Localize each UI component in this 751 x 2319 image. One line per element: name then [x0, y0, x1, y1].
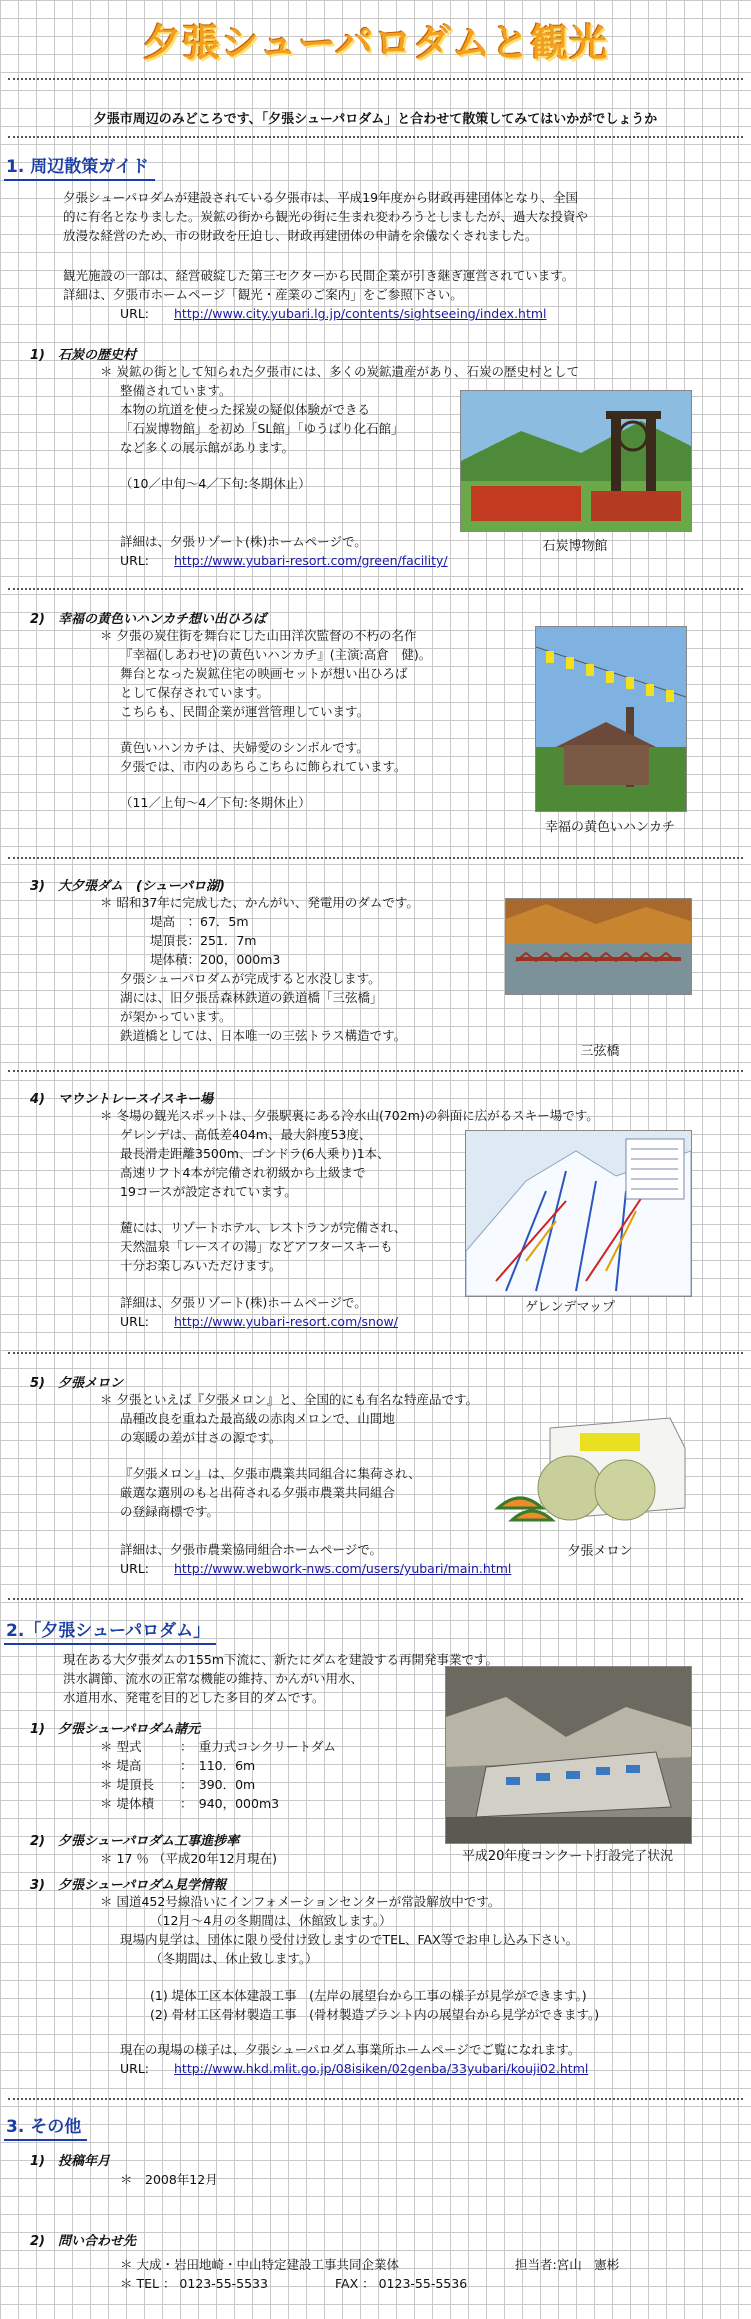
- dam-text: ＊ 昭和37年に完成した、かんがい、発電用のダムです。: [100, 895, 419, 910]
- dam-text: 湖には、旧夕張岳森林鉄道の鉄道橋「三弦橋」: [120, 990, 383, 1005]
- spec-title: 1) 夕張シューパロダム諸元: [30, 1722, 201, 1737]
- coal-text: 「石炭博物館」を初め「SL館」「ゆうばり化石館」: [120, 421, 404, 436]
- melon-url-row: URL: http://www.webwork-nws.com/users/yubari/main.html: [120, 1561, 512, 1576]
- divider: [8, 1070, 743, 1072]
- ski-text: 19コースが設定されています。: [120, 1184, 297, 1199]
- ski-map-caption: ゲレンデマップ: [525, 1300, 615, 1315]
- handkerchief-photo: [535, 626, 687, 812]
- dam-construction-photo: [445, 1666, 692, 1844]
- contact-person: 担当者:宮山 憲彬: [515, 2257, 620, 2272]
- item-title-coal-village: 1) 石炭の歴史村: [30, 348, 136, 363]
- coal-text: （10／中旬～4／下旬:冬期休止）: [120, 476, 311, 491]
- handkerchief-text: 『幸福(しあわせ)の黄色いハンカチ』(主演:高倉 健)。: [120, 647, 432, 662]
- progress-title: 2) 夕張シューパロダム工事進捗率: [30, 1834, 240, 1849]
- melon-text: の登録商標です。: [120, 1504, 220, 1519]
- coal-text: 詳細は、夕張リゾート(株)ホームページで。: [120, 534, 367, 549]
- divider: [8, 2098, 743, 2100]
- dam-spec: 堤高 ：67．5m: [150, 914, 249, 929]
- resort-snow-link[interactable]: http://www.yubari-resort.com/snow/: [174, 1314, 398, 1329]
- page-title: 夕張シューパロダムと観光: [142, 21, 609, 65]
- ski-text: 詳細は、夕張リゾート(株)ホームページで。: [120, 1295, 367, 1310]
- melon-text: 詳細は、夕張市農業協同組合ホームページで。: [120, 1542, 383, 1557]
- contact-tel: ＊ TEL ： 0123-55-5533: [120, 2276, 268, 2291]
- handkerchief-text: 舞台となった炭鉱住宅の映画セットが想い出ひろば: [120, 666, 408, 681]
- visit-text: （12月～4月の冬期間は、休館致します。）: [150, 1913, 392, 1928]
- item-title-oyubari-dam: 3) 大夕張ダム (シューパロ湖): [30, 879, 225, 894]
- handkerchief-text: （11／上旬～4／下旬:冬期休止）: [120, 795, 311, 810]
- divider: [8, 588, 743, 590]
- divider: [8, 78, 743, 80]
- ski-text: 最長滑走距離3500m、ゴンドラ(6人乗り)1本、: [120, 1146, 390, 1161]
- dam-text: 夕張シューパロダムが完成すると水没します。: [120, 971, 381, 986]
- coal-caption: 石炭博物館: [542, 539, 608, 554]
- divider: [8, 1598, 743, 1600]
- ski-text: ＊ 冬場の観光スポットは、夕張駅裏にある冷水山(702m)の斜面に広がるスキー場です。: [100, 1108, 599, 1123]
- item-title-ski-resort: 4) マウントレースイスキー場: [30, 1092, 213, 1107]
- section-heading-dam: 2.「夕張シューパロダム」: [4, 1616, 216, 1645]
- dam-overview: 現在ある大夕張ダムの155m下流に、新たにダムを建設する再開発事業です。 洪水調節、流水の正常な機能の維持、かんがい用水、 水道用水、発電を目的とした多目的ダムです。: [63, 1652, 499, 1705]
- ski-url-row: URL: http://www.yubari-resort.com/snow/: [120, 1314, 398, 1329]
- melon-text: の寒暖の差が甘さの源です。: [120, 1430, 282, 1445]
- progress-value: ＊ 17 ％ （平成20年12月現在): [100, 1851, 278, 1866]
- ski-text: 天然温泉「レースイの湯」などアフタースキーも: [120, 1239, 393, 1254]
- handkerchief-text: ＊ 夕張の炭住街を舞台にした山田洋次監督の不朽の名作: [100, 628, 417, 643]
- handkerchief-text: こちらも、民間企業が運営管理しています。: [120, 704, 370, 719]
- coal-text: 本物の坑道を使った採炭の疑似体験ができる: [120, 402, 371, 417]
- ski-map-image: [465, 1130, 692, 1297]
- ski-text: 高速リフト4本が完備され初級から上級まで: [120, 1165, 366, 1180]
- divider: [8, 857, 743, 859]
- item-title-handkerchief: 2) 幸福の黄色いハンカチ想い出ひろば: [30, 612, 266, 627]
- dam-text: 鉄道橋としては、日本唯一の三弦トラス構造です。: [120, 1028, 407, 1043]
- sangen-bridge-photo: [505, 898, 692, 995]
- dam-url-row: URL: http://www.hkd.mlit.go.jp/08isiken/02genba/33yubari/kouji02.html: [120, 2061, 589, 2076]
- melon-text: 品種改良を重ねた最高級の赤肉メロンで、山間地: [120, 1411, 395, 1426]
- date-value: ＊ 2008年12月: [120, 2172, 218, 2187]
- ski-text: 十分お楽しみいただけます。: [120, 1258, 282, 1273]
- section-heading-other: 3. その他: [4, 2112, 87, 2141]
- melon-text: ＊ 夕張といえば『夕張メロン』と、全国的にも有名な特産品です。: [100, 1392, 478, 1407]
- guide-overview: 夕張シューパロダムが建設されている夕張市は、平成19年度から財政再建団体となり、全国 的に有名となりました。炭鉱の街から観光の街に生まれ変わろうとしましたが、過大な投資や 放漫な経営のため、市の財政を圧迫し、財政再建団体の申請を余儀なくされました。: [63, 190, 589, 243]
- melon-text: 厳選な選別のもと出荷される夕張市農業共同組合: [120, 1485, 396, 1500]
- contact-title: 2) 問い合わせ先: [30, 2234, 136, 2249]
- bridge-caption: 三弦橋: [580, 1044, 620, 1059]
- visit-title: 3) 夕張シューパロダム見学情報: [30, 1878, 227, 1893]
- dam-spec: 堤体積：200，000m3: [150, 952, 281, 967]
- section-heading-guide: 1. 周辺散策ガイド: [4, 152, 155, 181]
- divider: [8, 1352, 743, 1354]
- coal-museum-photo: [460, 390, 692, 532]
- contact-name: ＊ 大成・岩田地崎・中山特定建設工事共同企業体: [120, 2257, 399, 2272]
- item-title-melon: 5) 夕張メロン: [30, 1376, 123, 1391]
- visit-text: (1) 堤体工区本体建設工事 (左岸の展望台から工事の様子が見学ができます。): [150, 1988, 587, 2003]
- ski-text: 麓には、リゾートホテル、レストランが完備され、: [120, 1220, 407, 1235]
- dam-photo-caption: 平成20年度コンクート打設完了状況: [461, 1849, 674, 1864]
- intro-text: 夕張市周辺のみどころです、「夕張シューパロダム」と合わせて散策してみてはいかがでしょうか: [93, 112, 658, 127]
- contact-fax: FAX ： 0123-55-5536: [335, 2276, 468, 2291]
- visit-text: （冬期間は、休止致します。）: [150, 1951, 318, 1966]
- city-url-link[interactable]: http://www.city.yubari.lg.jp/contents/sightseeing/index.html: [174, 306, 547, 321]
- handkerchief-text: として保存されています。: [120, 685, 270, 700]
- divider: [8, 136, 743, 138]
- visit-text: (2) 骨材工区骨材製造工事 (骨材製造プラント内の展望台から見学ができます。): [150, 2007, 600, 2022]
- ski-text: ゲレンデは、高低差404m、最大斜度53度、: [120, 1127, 372, 1142]
- guide-overview-2: 観光施設の一部は、経営破綻した第三セクターから民間企業が引き継ぎ運営されています。 詳細は、夕張市ホームページ「観光・産業のご案内」をご参照下さい。: [63, 268, 575, 302]
- visit-text: ＊ 国道452号線沿いにインフォメーションセンターが常設解放中です。: [100, 1894, 501, 1909]
- coal-text: ＊ 炭鉱の街として知られた夕張市には、多くの炭鉱遺産があり、石炭の歴史村として: [100, 364, 579, 379]
- melon-caption: 夕張メロン: [567, 1544, 633, 1559]
- handkerchief-text: 黄色いハンカチは、夫婦愛のシンボルです。: [120, 740, 369, 755]
- handkerchief-text: 夕張では、市内のあちらこちらに飾られています。: [120, 759, 407, 774]
- guide-url-row: URL: http://www.city.yubari.lg.jp/contents/sightseeing/index.html: [120, 306, 547, 321]
- handkerchief-caption: 幸福の黄色いハンカチ: [544, 820, 675, 835]
- dam-text: が架かっています。: [120, 1009, 232, 1024]
- coal-text: 整備されています。: [120, 383, 232, 398]
- visit-text: 現在の現場の様子は、夕張シューパロダム事業所ホームページでご覧になれます。: [120, 2042, 581, 2057]
- resort-green-link[interactable]: http://www.yubari-resort.com/green/facility/: [174, 553, 448, 568]
- coal-text: など多くの展示館があります。: [120, 440, 295, 455]
- melon-text: 『夕張メロン』は、夕張市農業共同組合に集荷され、: [120, 1466, 421, 1481]
- date-title: 1) 投稿年月: [30, 2154, 110, 2169]
- melon-photo: [490, 1408, 690, 1538]
- dam-spec: 堤頂長：251．7m: [150, 933, 257, 948]
- dam-office-link[interactable]: http://www.hkd.mlit.go.jp/08isiken/02genba/33yubari/kouji02.html: [174, 2061, 589, 2076]
- melon-url-link[interactable]: http://www.webwork-nws.com/users/yubari/main.html: [174, 1561, 512, 1576]
- coal-url-row: URL: http://www.yubari-resort.com/green/facility/: [120, 553, 448, 568]
- spec-list: ＊ 型式 ： 重力式コンクリートダム ＊ 堤高 ： 110．6m ＊ 堤頂長 ： 390．0m ＊ 堤体積 ： 940，000m3: [100, 1739, 337, 1811]
- visit-text: 現場内見学は、団体に限り受付け致しますのでTEL、FAX等でお申し込み下さい。: [120, 1932, 579, 1947]
